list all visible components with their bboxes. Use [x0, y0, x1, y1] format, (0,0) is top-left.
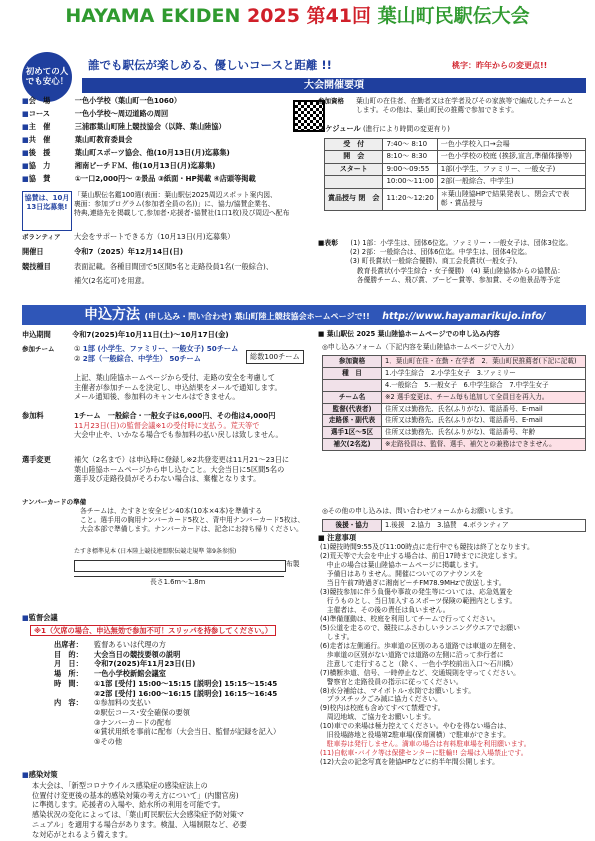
meeting-key: 場 所：: [54, 669, 83, 679]
date-row: 開催日 令和7（2025）年12月14日(日): [22, 247, 184, 256]
meeting-row: [54, 718, 319, 728]
schedule-label: 賞品授与 閉 会: [325, 188, 383, 210]
volunteer-row: ボランティア 大会をサポートできる方（10月13日(月)迄募集）: [22, 232, 235, 241]
meeting-value: ③ナンバーカードの配布: [94, 717, 172, 727]
sponsor-deadline-box: 協賛は、10月13日迄募集!: [22, 191, 72, 231]
outline-item: [22, 148, 312, 161]
note-line: (6)走者は左側通行。歩車道の区別のある道路では車道の左側を、: [320, 641, 520, 650]
form-header: 種 目: [323, 367, 382, 379]
notes-heading: ■ 注意事項: [318, 533, 357, 542]
meeting-row: [54, 727, 319, 737]
meeting-row: [54, 650, 319, 660]
form-row: [323, 356, 586, 368]
schedule-row: [325, 139, 586, 151]
outline-value: 葉山町スポーツ協会、他(10月13日(月)迄募集): [74, 148, 230, 157]
covid-text: [32, 781, 317, 839]
change-note: 桃字：昨年からの変更点!!: [452, 61, 548, 70]
schedule-row: [325, 163, 586, 175]
meeting-value: 大会当日の競技要領の説明: [94, 649, 181, 659]
schedule-time: 11:20～12:20: [383, 188, 437, 210]
form-value: 4.一般綜合 5.一般女子 6.中学生綜合 7.中学生女子: [382, 379, 586, 391]
form-header: チーム名: [323, 391, 382, 403]
meeting-row: [54, 689, 319, 699]
note-line: 警察官と走路役員の指示に従ってください。: [320, 677, 463, 686]
meeting-row: [54, 659, 319, 669]
schedule-table: [324, 138, 586, 211]
schedule-heading: スケジュール (進行により時間の変更有り): [318, 124, 450, 133]
note-line: (1)競技時間9:55及び11:00時点に走行中でも競技は終了となります。: [320, 543, 534, 551]
award-line: (2) 2部：一般綜合は、団体6位迄。中学生は、団体4位迄。: [350, 248, 532, 257]
fee-label: 参加料: [22, 411, 44, 420]
meeting-key: 内 容：: [54, 698, 83, 708]
teams-list: ① 1部 (小学生、ファミリー、一般女子) 50チーム ② 2部（一般綜合、中学生） 50チーム: [74, 344, 239, 363]
note-line: 旧役場跡地と役場第2駐車場(保育園横）で駐車ができます。: [320, 731, 510, 740]
schedule-detail: 1部(小学生、ファミリー、一般女子): [437, 163, 585, 175]
other-table: [322, 519, 586, 532]
outline-value: 一色小学校～周辺道路の周回: [74, 109, 169, 118]
note-line: (2)荒天等で大会を中止する場合は、前日17時までに決定します。: [320, 551, 522, 560]
title-number: 第41回: [306, 5, 372, 27]
website-link[interactable]: http://www.hayamarikujo.info/: [382, 311, 546, 322]
other-title: ◎その他の申し込みは、問い合わせフォームからお願いします。: [322, 507, 518, 515]
form-row: [323, 367, 586, 379]
meeting-row: [54, 708, 319, 718]
outline-item: [22, 174, 312, 187]
schedule-time: 7:40～ 8:10: [383, 139, 437, 151]
meeting-value: 一色小学校新館会議室: [94, 669, 166, 679]
meeting-value: ①参加料の支払い: [94, 698, 151, 708]
note-line: (9)校内は校庭も含めてすべて禁煙です。: [320, 704, 445, 713]
outline-list: [22, 96, 312, 187]
note-line: (4)準備運動は、校庭を利用してチームで行ってください。: [320, 614, 500, 623]
schedule-label: [325, 176, 383, 188]
schedule-detail: 一色小学校入口→会場: [437, 139, 585, 151]
outline-key: 後 援: [28, 148, 51, 157]
award-line: [318, 239, 588, 248]
form-row: [323, 403, 586, 415]
form-header: 選手1区～5区: [323, 427, 382, 439]
schedule-row: [325, 151, 586, 163]
eligibility: 参加資格 葉山町の在住者、在勤者又は在学者及びその家族等で編成したチームと します。その他は、葉山町民の推薦で参加できます。: [318, 97, 574, 115]
note-line: (10)車での来場は極力控えてください。やむを得ない場合は、: [320, 722, 511, 731]
bullet-icon: ■: [318, 239, 325, 247]
award-key: 表彰: [324, 239, 339, 247]
teams-label: 参加チーム: [22, 345, 55, 353]
number-label: ナンバーカードの準備: [22, 498, 87, 506]
form-row: [323, 391, 586, 403]
notes-list: [320, 543, 588, 767]
beginner-badge: 初めての人でも安心！: [22, 52, 72, 102]
form-row: [323, 379, 586, 391]
other-header: 後援・協力: [323, 520, 382, 532]
schedule-row: [325, 176, 586, 188]
form-header: 走路係・副代表: [323, 415, 382, 427]
note-line: プラスチックごみ減に協力ください。: [320, 695, 442, 704]
schedule-time: 8:10～ 8:30: [383, 151, 437, 163]
note-line: 駐車券は発行しません。満車の場合は有料駐車場を利用願います。: [320, 740, 531, 749]
note-line: 注意して走行すること（除く、一色小学校前出入口～石川橋）: [320, 659, 517, 668]
meeting-row: [54, 669, 319, 679]
form-row: [323, 427, 586, 439]
covid-line: ニュアル」を適用する場合があります。検温、入場制限など、必要: [32, 819, 247, 829]
award-line: 教育長賞状(小学生綜合・女子優勝) (4) 葉山陸協体からの協賛品：: [350, 266, 565, 275]
form-header: 参加資格: [323, 356, 382, 368]
form-table: [322, 355, 586, 451]
meeting-value: ②駅伝コース･安全確保の要領: [94, 708, 190, 718]
meeting-key: 時 間：: [54, 678, 83, 688]
award-line: (1) 1部：小学生は、団体6位迄。ファミリー・一般女子は、団体3位迄。: [350, 239, 573, 247]
meeting-value: ①1部 [受付] 15:00～15:15 [説明会] 15:15～15:45: [94, 678, 278, 688]
outline-item: [22, 135, 312, 148]
bullet-icon: ■: [22, 161, 29, 170]
meeting-details: [54, 640, 319, 747]
note-line: 主催者は、その後の責任は負いません。: [320, 605, 450, 614]
covid-line: 本大会は、「新型コロナウイルス感染症の感染症法上の: [32, 781, 208, 790]
fee-text: 1チーム 一般綜合・一般女子は6,000円、その他は4,000円 11月23日(日)の監督会議※1の受付時に支払う。荒天等で 大会中止や、いかなる場合でも参加料の払い戻しは致しません。: [74, 411, 283, 440]
period-row: 申込期間 令和7(2025)年10月11日(土)～10月17日(金): [22, 330, 229, 339]
outline-key: 協 力: [28, 161, 51, 170]
sash-dimension-line: [74, 576, 284, 577]
sub-text: 補欠（2名まで）は申込時に登録し※2共登変更は11月21～23日に 葉山陸協ホームページから申し込むこと。大会当日に5区間5名の 選手及び走路役員がそろわない場合は、棄権となります。: [74, 455, 290, 484]
sash-shape: [74, 560, 286, 572]
form-value: 住所又は勤務先、氏名(ふりがな)、電話番号、E-mail: [382, 403, 586, 415]
bullet-icon: ■: [22, 148, 29, 157]
schedule-label: スタート: [325, 163, 383, 175]
other-row: [323, 520, 586, 532]
total-teams: 総数100チーム: [246, 350, 304, 364]
form-value: 住所又は勤務先、氏名(ふりがな)、電話番号、年齢: [382, 427, 586, 439]
note-line: 中止の場合は葉山陸協ホームページに掲載します。: [320, 560, 483, 569]
title-year: 2025: [247, 5, 300, 27]
schedule-label: 開 会: [325, 151, 383, 163]
bullet-icon: ■: [22, 174, 29, 183]
schedule-label: 受 付: [325, 139, 383, 151]
note-line: します。: [320, 632, 354, 641]
meeting-warning: ※1（欠席の場合、申込無効で参加不可！スリッパを持参してください。）: [30, 626, 276, 636]
title-left: HAYAMA EKIDEN: [65, 5, 241, 27]
apply-bar: 申込方法 (申し込み・問い合わせ) 葉山町陸上競技協会ホームページで!! http://www.hayamarikujo.info/: [22, 305, 586, 325]
schedule-row: [325, 188, 586, 210]
award-section: [318, 239, 588, 285]
note-line: (11)自転車･バイク等は保健センターに駐輪!! 会場は入場禁止です。: [320, 749, 528, 758]
outline-item: [22, 161, 312, 174]
form-header: [323, 379, 382, 391]
other-value: 1.後援 2.協力 3.協賛 4.ボランティア: [382, 520, 586, 532]
note-line: 予備日はありません。開催についてのアナウンスを: [320, 569, 484, 578]
outline-item: [22, 96, 312, 109]
event-row-2: 補欠(2名迄可)を用意。: [74, 276, 149, 285]
form-row: [323, 439, 586, 451]
covid-line: な対応がとれるよう備えます。: [32, 829, 133, 839]
meeting-key: 月 日：: [54, 659, 83, 669]
covid-label: ■感染対策: [22, 770, 58, 779]
meeting-value: 監督あるいは代理の方: [94, 640, 166, 649]
meeting-key: 出席者：: [54, 640, 83, 649]
outline-key: コース: [28, 109, 50, 118]
note-line: (12)大会の記念写真を陸協HPなどに約半年間公開します。: [320, 758, 499, 767]
outline-item: [22, 109, 312, 122]
form-header: 補欠(2名迄): [323, 439, 382, 451]
schedule-time: 9:00～09:55: [383, 163, 437, 175]
teams-text: 上記、葉山陸協ホームページから受付、走路の安全を考慮して 主催者が参加チームを決定し、申込結果をメールで通知します。 メール通知後、参加料のキャンセルはできません。: [74, 373, 282, 402]
note-line: (7)横断歩道、信号、一時停止など、交通規則を守ってください。: [320, 668, 520, 677]
bullet-icon: ■: [22, 122, 29, 131]
form-value: ※走路役員は、監督、選手、補欠との兼務はできません。: [382, 439, 586, 451]
note-line: (3)競技参加に伴う負傷や事故の発生等については、応急処置を: [320, 587, 514, 596]
outline-bar: 大会開催要項: [82, 78, 586, 93]
form-heading: ■ 葉山駅伝 2025 葉山陸協ホームページでの申し込み内容: [318, 330, 500, 338]
meeting-label: ■監督会議: [22, 613, 58, 622]
form-header: 監督(代表者): [323, 403, 382, 415]
outline-value: 三浦郡葉山町陸上競技協会（以降、葉山陸協）: [74, 122, 226, 131]
award-line: (3) 町長賞状(一般綜合優勝)、商工会長賞状(一般女子)、: [350, 257, 522, 266]
outline-key: 協 賛: [28, 174, 51, 183]
event-row: 競技種目 表面記載。各種目間団で5区間5名と走路役員1名(一般綜合)、: [22, 262, 274, 271]
meeting-row: [54, 640, 319, 650]
form-value: ※2 選手変更は、チーム毎も追加して全員目を再入力。: [382, 391, 586, 403]
form-value: 1．葉山町在住・在勤・在学者 2．葉山町民推薦者(下記に記載): [382, 356, 586, 368]
form-value: 1.小学生綜合 2.小学生女子 3.ファミリー: [382, 367, 586, 379]
note-line: 行うものとし、当日加入するスポーツ保険の範囲内とします。: [320, 596, 517, 605]
covid-line: 感染状況の変化によっては、「葉山町民駅伝大会感染症予防対策マ: [32, 810, 245, 820]
number-text: 各チームは、たすきと安全ピン40本(10本×4本)を準備する こと。選手用の胸用ナンバーカード5枚と、背中用ナンバーカード5枚は、 大会本部で準備します。ナンバーカードは、記念にお持ち帰りください。: [80, 507, 305, 534]
schedule-detail: 2部(一般綜合、中学生): [437, 176, 585, 188]
sponsor-detail: 「葉山駅伝名鑑100選(表面：葉山駅伝2025周辺スポット案内図、 裏面：参加プログラム(参加者全員の名))」に、協力/協賛企業名、 特典,連絡先を掲載して,参加者･応援者･協賛社(1口1枚)及び周辺へ配布: [74, 191, 290, 218]
outline-value: 葉山町教育委員会: [74, 135, 133, 144]
page-title: [0, 4, 595, 30]
schedule-time: 10:00～11:00: [383, 176, 437, 188]
meeting-row: [54, 698, 319, 708]
note-line: 周辺地域、ご協力をお願いします。: [320, 713, 436, 722]
outline-key: 会 場: [28, 96, 51, 105]
bullet-icon: ■: [22, 109, 29, 118]
note-line: (5)公道を走るので、競技にふさわしいランニングウエアでお願い: [320, 623, 520, 632]
sub-label: 選手変更: [22, 455, 51, 464]
outline-key: 主 催: [28, 122, 51, 131]
form-row: [323, 415, 586, 427]
award-line: 各優勝チーム、飛び賞、ブービー賞等、参加賞、その他景品等予定: [350, 275, 561, 284]
form-title: ◎申し込みフォーム（下記内容を葉山陸協ホームページで入力）: [322, 343, 518, 351]
covid-line: 位置付け変更後の基本的感染対策の考え方について」(内閣官房): [32, 790, 239, 800]
meeting-row: [54, 737, 319, 747]
outline-value: ①一口2,000円～ ②景品 ③紙面・HP掲載 ④店頭等掲載: [74, 174, 256, 183]
meeting-key: 目 的：: [54, 649, 83, 659]
title-right: 葉山町民駅伝大会: [377, 5, 530, 27]
schedule-detail: ＊葉山陸協HPで結果発表し、閉会式で表彰・賞品授与: [437, 188, 585, 210]
outline-key: 共 催: [28, 135, 51, 144]
schedule-detail: 一色小学校の校庭 (挨拶,宣言,準備体操等): [437, 151, 585, 163]
meeting-value: 令和7(2025)年11月23日(日): [94, 659, 196, 669]
outline-item: [22, 122, 312, 135]
subtitle: 誰でも駅伝が楽しめる、優しいコースと距離 !!: [88, 58, 332, 72]
meeting-row: [54, 679, 319, 689]
note-line: (8)水分補給は、マイボトル･水筒でお願いします。: [320, 686, 476, 695]
bullet-icon: ■: [22, 96, 29, 105]
outline-value: 一色小学校（葉山町一色1060）: [74, 96, 182, 105]
outline-value: 湘南ビーチＦＭ、他(10月13日(月)迄募集): [74, 161, 216, 170]
meeting-value: ⑤その他: [94, 737, 123, 747]
bullet-icon: ■: [22, 135, 29, 144]
meeting-value: ④賞状用紙を事前に配布（大会当日、監督が記録を記入）: [94, 727, 281, 737]
note-line: 当日午前7時過ぎに湘南ビーチFM78.9MHzで放送します。: [320, 578, 506, 587]
note-line: 歩車道の区別がない道路では道路の左側に沿って歩行者に: [320, 650, 504, 659]
sash-diagram: たすき標準見本 (日本陸上競技連盟駅伝競走規準 第9条参照) 長さ1.6m～1.8m 布製: [74, 548, 300, 586]
form-value: 住所又は勤務先、氏名(ふりがな)、電話番号、E-mail: [382, 415, 586, 427]
covid-line: に準拠します。応援者の入場や、給水所の利用を可能です。: [32, 800, 225, 810]
meeting-value: ②2部 [受付] 16:00～16:15 [説明会] 16:15～16:45: [94, 688, 278, 698]
